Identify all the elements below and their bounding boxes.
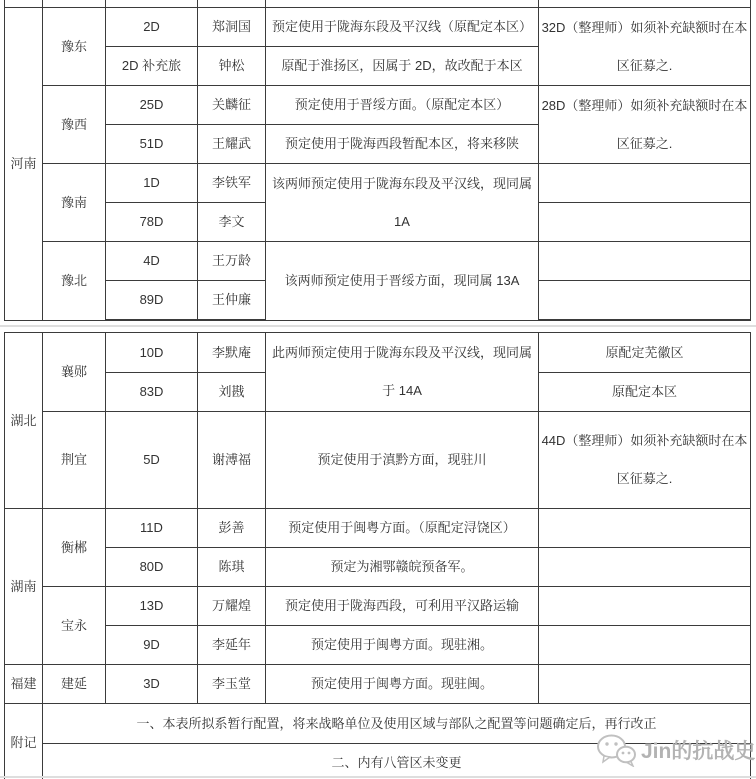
- commander-cell: 王仲廉: [198, 281, 266, 321]
- division-cell: 51D: [106, 125, 198, 164]
- division-cell: 5D: [106, 412, 198, 509]
- division-cell: 1D: [106, 164, 198, 203]
- desc-cell: 预定使用于陇海西段暂配本区，将来移陕: [266, 125, 539, 164]
- commander-cell: 钟松: [198, 47, 266, 86]
- commander-cell: 谢溥福: [198, 412, 266, 509]
- bottom-divider: [0, 776, 756, 778]
- commander-cell: 彭善: [198, 509, 266, 548]
- division-cell: 89D: [106, 281, 198, 321]
- province-cell: 湖北: [5, 333, 43, 509]
- region-cell: 衡郴: [43, 509, 106, 587]
- table-row: [5, 665, 751, 704]
- commander-cell: 刘戡: [198, 373, 266, 412]
- region-cell: 襄郧: [43, 333, 106, 412]
- table-row: [5, 587, 751, 626]
- commander-cell: 李延年: [198, 626, 266, 665]
- table-row: [5, 548, 751, 587]
- table-row: [5, 8, 751, 47]
- footnote-cell: 二、内有八管区未变更: [43, 744, 751, 779]
- province-cell: 福建: [5, 665, 43, 704]
- cutoff-cell: [539, 0, 751, 8]
- footnote-row: [5, 744, 751, 779]
- desc-cell: 预定使用于陇海西段，可利用平汉路运输: [266, 587, 539, 626]
- note-cell-empty: [539, 203, 751, 242]
- cutoff-cell: [106, 0, 198, 8]
- note-cell-empty: [539, 281, 751, 321]
- desc-cell: 预定使用于陇海东段及平汉线（原配定本区）: [266, 8, 539, 47]
- commander-cell: 关麟征: [198, 86, 266, 125]
- commander-cell: 李玉堂: [198, 665, 266, 704]
- desc-cell: 预定使用于闽粤方面。现驻湘。: [266, 626, 539, 665]
- division-cell: 78D: [106, 203, 198, 242]
- note-cell-empty: [539, 164, 751, 203]
- table-row: [5, 509, 751, 548]
- footnote-header-cell: 附记: [5, 704, 43, 779]
- table-row: [5, 164, 751, 203]
- cutoff-cell: [198, 0, 266, 8]
- desc-cell: 原配于淮扬区，因属于 2D，故改配于本区: [266, 47, 539, 86]
- deployment-table-south: [4, 332, 751, 779]
- region-cell: 豫南: [43, 164, 106, 242]
- note-cell: 32D（整理师）如须补充缺额时在本区征募之.: [539, 8, 751, 86]
- desc-cell: 预定使用于闽粤方面。（原配定浔饶区）: [266, 509, 539, 548]
- division-cell: 2D: [106, 8, 198, 47]
- table-row: [5, 242, 751, 281]
- note-cell: 44D（整理师）如须补充缺额时在本区征募之.: [539, 412, 751, 509]
- note-cell-empty: [539, 665, 751, 704]
- commander-cell: 李铁军: [198, 164, 266, 203]
- watermark-text: Jin的抗战史: [641, 740, 756, 763]
- note-cell-empty: [539, 587, 751, 626]
- division-cell: 11D: [106, 509, 198, 548]
- division-cell: 3D: [106, 665, 198, 704]
- note-cell: 28D（整理师）如须补充缺额时在本区征募之.: [539, 86, 751, 164]
- desc-cell: 预定使用于闽粤方面。现驻闽。: [266, 665, 539, 704]
- table-row: [5, 86, 751, 125]
- division-cell: 25D: [106, 86, 198, 125]
- table-row: [5, 626, 751, 665]
- deployment-table-henan: [4, 0, 751, 321]
- cutoff-cell: [5, 0, 43, 8]
- note-cell-empty: [539, 626, 751, 665]
- note-cell-empty: [539, 242, 751, 281]
- division-cell: 4D: [106, 242, 198, 281]
- region-cell: 豫西: [43, 86, 106, 164]
- desc-cell: 此两师预定使用于陇海东段及平汉线，现同属于 14A: [266, 333, 539, 412]
- note-cell: 原配定芜徽区: [539, 333, 751, 373]
- desc-cell: 该两师预定使用于晋绥方面，现同属 13A: [266, 242, 539, 321]
- table-row: [5, 412, 751, 509]
- province-cell: 河南: [5, 8, 43, 321]
- commander-cell: 李默庵: [198, 333, 266, 373]
- footnote-row: [5, 704, 751, 744]
- desc-cell: 预定使用于晋绥方面。（原配定本区）: [266, 86, 539, 125]
- commander-cell: 王万龄: [198, 242, 266, 281]
- region-cell: 荆宜: [43, 412, 106, 509]
- commander-cell: 万耀煌: [198, 587, 266, 626]
- cutoff-row: [5, 0, 751, 8]
- division-cell: 83D: [106, 373, 198, 412]
- commander-cell: 郑洞国: [198, 8, 266, 47]
- desc-cell: 该两师预定使用于陇海东段及平汉线，现同属 1A: [266, 164, 539, 242]
- region-cell: 宝永: [43, 587, 106, 665]
- region-cell: 豫北: [43, 242, 106, 321]
- division-cell: 9D: [106, 626, 198, 665]
- table-row: [5, 333, 751, 373]
- note-cell: 原配定本区: [539, 373, 751, 412]
- note-cell-empty: [539, 548, 751, 587]
- commander-cell: 陈琪: [198, 548, 266, 587]
- division-cell: 2D 补充旅: [106, 47, 198, 86]
- province-cell: 湖南: [5, 509, 43, 665]
- cutoff-cell: [266, 0, 539, 8]
- table-separator: [0, 325, 756, 327]
- division-cell: 13D: [106, 587, 198, 626]
- desc-cell: 预定为湘鄂赣皖预备军。: [266, 548, 539, 587]
- footnote-cell: 一、本表所拟系暂行配置，将来战略单位及使用区域与部队之配置等问题确定后，再行改正: [43, 704, 751, 744]
- commander-cell: 李文: [198, 203, 266, 242]
- cutoff-cell: [43, 0, 106, 8]
- division-cell: 10D: [106, 333, 198, 373]
- division-cell: 80D: [106, 548, 198, 587]
- commander-cell: 王耀武: [198, 125, 266, 164]
- note-cell-empty: [539, 509, 751, 548]
- region-cell: 豫东: [43, 8, 106, 86]
- region-cell: 建延: [43, 665, 106, 704]
- desc-cell: 预定使用于滇黔方面，现驻川: [266, 412, 539, 509]
